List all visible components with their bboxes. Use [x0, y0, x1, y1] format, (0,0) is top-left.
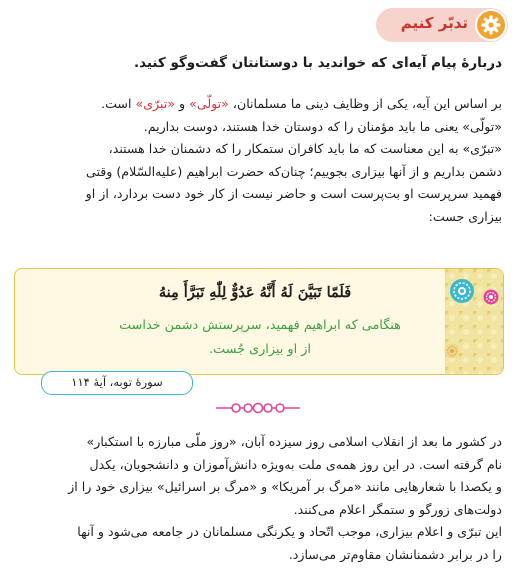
paragraph-line: بیزاری جست: — [428, 208, 502, 224]
text-segment: است. — [101, 96, 136, 111]
verse-arabic-text: فَلَمّا تَبَیَّنَ لَهُ أَنَّهُ عَدُوٌّ لِلّٰهِ تَبَرَّأَ مِنهُ — [158, 284, 352, 301]
paragraph-line: و یکصدا با شعارهایی مانند «مرگ بر آمریکا» و «مرگ بر اسرائیل» بیزاری خود را از — [68, 479, 502, 494]
instruction-text: دربارهٔ پیام آیه‌ای که خواندید با دوستانتان گفت‌وگو کنید. — [133, 55, 502, 71]
highlight-tabarri: «تبرّی» — [135, 96, 176, 111]
paragraph-conclusion — [8, 431, 502, 566]
paragraph-line: فهمید سرپرست او بت‌پرست است و حاضر نیست از کار خود دست بردارد، از او — [85, 186, 502, 201]
verse-translation — [90, 314, 430, 362]
verse-source-badge: سورهٔ توبه، آیهٔ ۱۱۴ — [41, 371, 193, 395]
pink-flower-icon — [483, 289, 499, 305]
paragraph-line: این تبرّی و اعلام بیزاری، موجب اتّحاد و یکرنگی مسلمانان در جامعه می‌شود و آنها — [77, 524, 502, 539]
paragraph-line: «تبرّی» به این معناست که ما باید کافران ستمکار را که دشمنان خدا هستند، — [108, 141, 502, 156]
paragraph-line: دولت‌های زورگو و ستمگر اعلام می‌کنند. — [293, 501, 502, 517]
section-header — [376, 8, 508, 42]
text-segment: بر اساس این آیه، یکی از وظایف دینی ما مسلمانان، — [228, 96, 502, 111]
paragraph-line: در کشور ما بعد از انقلاب اسلامی روز سیزده آبان، «روز ملّی مبارزه با استکبار» — [86, 434, 502, 449]
paragraph-line: نام گرفته است. در این روز همه‌ی ملت به‌ویژه دانش‌آموزان و دانشجویان، یکدل — [89, 456, 502, 472]
ornament-divider — [214, 401, 302, 415]
translation-line: هنگامی که ابراهیم فهمید، سرپرستش دشمن خداست — [119, 318, 401, 333]
paragraph-intro — [8, 93, 502, 228]
gear-icon — [475, 9, 507, 41]
teal-flower-icon — [449, 278, 475, 304]
section-title: تدبّر کنیم — [400, 14, 468, 32]
text-segment: و — [175, 96, 190, 111]
translation-line: از او بیزاری جُست. — [209, 342, 311, 357]
paragraph-line: را در برابر دشمنانشان مقاوم‌تر می‌سازد. — [288, 546, 502, 562]
yellow-flower-icon — [444, 343, 460, 359]
highlight-tavalli: «تولّی» — [189, 96, 229, 111]
paragraph-line: «تولّی» یعنی ما باید مؤمنان را که دوستان خدا هستند، دوست بداریم. — [143, 118, 502, 134]
paragraph-line — [8, 93, 502, 116]
paragraph-line: دشمن بداریم و از آنها بیزاری بجوییم؛ چنان‌که حضرت ابراهیم (علیه‌السّلام) وقتی — [85, 163, 502, 179]
